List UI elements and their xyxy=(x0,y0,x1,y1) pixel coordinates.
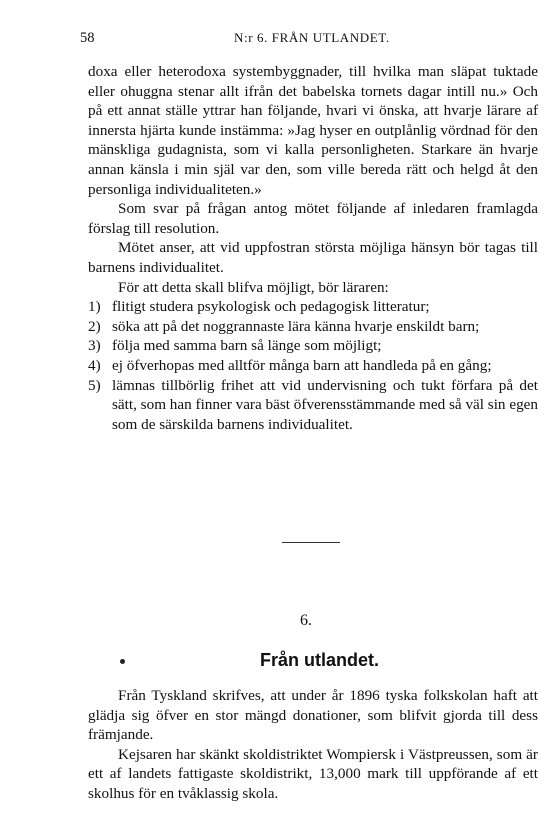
list-item-number: 4) xyxy=(88,356,101,374)
list-item-text: flitigt studera psykologisk och pedagogisk litteratur; xyxy=(112,298,430,316)
page-number: 58 xyxy=(80,30,95,46)
list-item-number: 5) xyxy=(88,376,101,394)
list-item-text: följa med samma barn så länge som möjligt; xyxy=(112,337,382,355)
bullet-mark xyxy=(120,659,125,664)
section-text xyxy=(88,686,538,804)
section-title: Från utlandet. xyxy=(260,650,380,670)
paragraph-continuation: doxa eller heterodoxa systembyggnader, till hvilka man släpat tuktade eller ohuggna stenar allt ifrån det babelska tornets dagar intill nu.» Och på ett annat ställe yttrar han följande, hvari vi önska, att hvarje lärare af innersta hjärta kunde instämma: »Jag hyser en outplånlig vördnad för den mänskliga gudagnista, som vi kalla personligheten. Starkare än hvarje annan känsla i min själ var den, som ville bereda rätt och helgd åt den personliga individualiteten.» xyxy=(88,63,538,198)
list-item-number: 1) xyxy=(88,298,101,316)
list-item xyxy=(88,297,538,317)
paragraph-list-intro: För att detta skall blifva möjligt, bör läraren: xyxy=(118,278,389,296)
list-item xyxy=(88,376,538,435)
running-title: N:r 6. FRÅN UTLANDET. xyxy=(234,30,390,45)
list-item xyxy=(88,317,538,337)
list-item xyxy=(88,336,538,356)
paragraph-tyskland: Från Tyskland skrifves, att under år 1896 tyska folkskolan haft att glädja sig öfver en stor mängd donationer, som blifvit gjorda till dess främjande. xyxy=(88,687,538,744)
paragraph-resolution: Mötet anser, att vid uppfostran största möjliga hänsyn bör tagas till barnens individualitet. xyxy=(88,239,538,276)
main-text xyxy=(88,62,538,434)
list-item-text: ej öfverhopas med alltför många barn att handleda på en gång; xyxy=(112,356,492,374)
list-item-text: lämnas tillbörlig frihet att vid undervisning och tukt förfara på det sätt, som han finner vara bäst öfverensstämmande med så väl sin egen som de särskilda barnens individualitet. xyxy=(112,376,538,433)
section-divider xyxy=(282,542,340,543)
list-item-text: söka att på det noggrannaste lära känna hvarje enskildt barn; xyxy=(112,317,480,335)
list-item xyxy=(88,356,538,376)
section-number: 6. xyxy=(300,612,312,629)
paragraph-resolution-intro: Som svar på frågan antog mötet följande af inledaren framlagda förslag till resolution. xyxy=(88,200,538,237)
list-item-number: 2) xyxy=(88,317,101,335)
running-header xyxy=(0,30,560,50)
list-item-number: 3) xyxy=(88,337,101,355)
resolution-list xyxy=(88,297,538,434)
paragraph-kejsaren: Kejsaren har skänkt skoldistriktet Wompiersk i Västpreussen, som är ett af landets fattigaste skoldistrikt, 13,000 mark till uppförande af ett skolhus för en tvåklassig skola. xyxy=(88,745,538,802)
